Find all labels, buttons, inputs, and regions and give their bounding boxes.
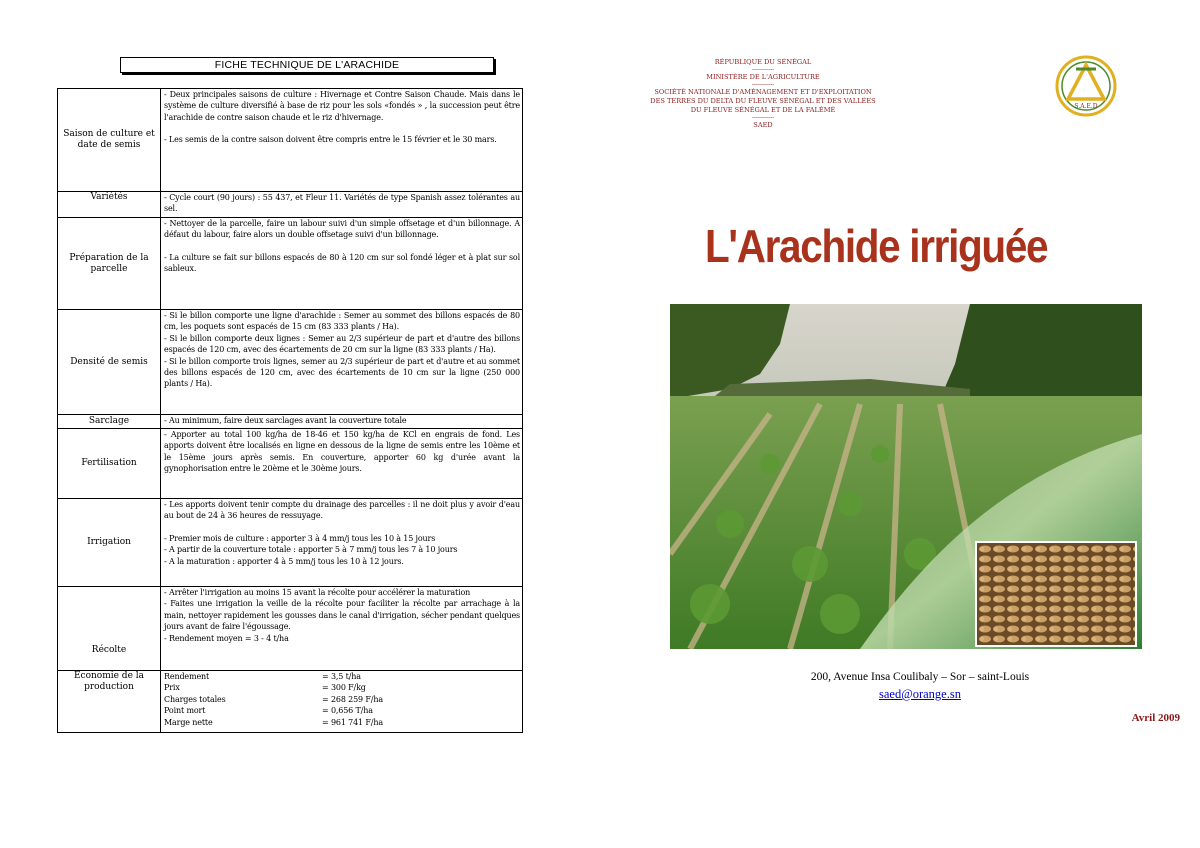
email-link[interactable]: saed@orange.sn: [879, 687, 961, 701]
row-line: - A partir de la couverture totale : apporter 5 à 7 mm/j tous les 7 à 10 jours: [164, 545, 458, 555]
row-label: Economie de la production: [58, 671, 161, 733]
separator: -----------: [751, 66, 775, 73]
row-line: - Premier mois de culture : apporter 3 à 4 mm/j tous les 10 à 15 jours: [164, 533, 436, 543]
field-image: [670, 304, 1142, 649]
peanut-field-photo: [670, 304, 1142, 649]
table-row: [58, 218, 523, 310]
row-label: Densité de semis: [58, 310, 161, 415]
row-line: - Les apports doivent tenir compte du drainage des parcelles : il ne doit plus y avoir d'eau au bout de 24 à 36 heures de ressuyage.: [164, 500, 520, 521]
row-label: Irrigation: [58, 499, 161, 587]
economy-content: [161, 671, 523, 733]
row-label: Saison de culture et date de semis: [58, 89, 161, 192]
table-row: [58, 192, 523, 218]
separator: -----------: [751, 114, 775, 121]
row-label: Fertilisation: [58, 429, 161, 499]
economy-item: Point mort = 0,656 T/ha: [164, 706, 373, 716]
row-line: - Les semis de la contre saison doivent être compris entre le 15 février et le 30 mars.: [164, 135, 497, 145]
row-line: - Si le billon comporte une ligne d'arachide : Semer au sommet des billons espacés de 80 cm, les poquets sont espacés de 15 cm (83 333 plants / Ha).: [164, 311, 520, 332]
separator: -----------: [751, 81, 775, 88]
row-line: - Nettoyer de la parcelle, faire un labour suivi d'un simple offsetage et d'un billonnage. A défaut du labour, faire alors un double offsetage suivi d'un billonnage.: [164, 219, 520, 240]
technical-sheet-table: [57, 88, 523, 733]
row-line: - Cycle court (90 jours) : 55 437, et Fleur 11. Variétés de type Spanish assez tolérantes au sel.: [164, 193, 520, 214]
row-line: - Rendement moyen = 3 - 4 t/ha: [164, 633, 289, 643]
row-line: - A la maturation : apporter 4 à 5 mm/j tous les 10 à 12 jours.: [164, 556, 404, 566]
row-line: - Au minimum, faire deux sarclages avant la couverture totale: [164, 416, 407, 425]
saed-logo-icon: [1054, 55, 1118, 117]
institution-header: [650, 58, 876, 130]
row-content: [161, 192, 523, 218]
row-line: - Arrêter l'irrigation au moins 15 avant la récolte pour accélérer la maturation: [164, 588, 471, 597]
row-line: - La culture se fait sur billons espacés de 80 à 120 cm sur sol fondé léger et à plat sur sol sableux.: [164, 252, 520, 274]
row-content: [161, 415, 523, 429]
table-row: [58, 671, 523, 733]
row-content: [161, 429, 523, 499]
row-label: Variétés: [58, 192, 161, 218]
row-content: [161, 89, 523, 192]
economy-item: Charges totales = 268 259 F/ha: [164, 694, 383, 704]
republic-line: RÉPUBLIQUE DU SÉNÉGAL: [714, 58, 812, 66]
row-label: Sarclage: [58, 415, 161, 429]
logo-text: S.A.E.D: [1074, 103, 1098, 110]
sheet-title: FICHE TECHNIQUE DE L'ARACHIDE: [120, 57, 494, 73]
table-row: [58, 415, 523, 429]
acronym-line: SAED: [753, 121, 773, 129]
row-content: [161, 499, 523, 587]
row-line: - Apporter au total 100 kg/ha de 18-46 et 150 kg/ha de KCl en engrais de fond. Les apports doivent être localisés en ligne en dessous de la ligne de semis entre les 10ème et le 15ème jours après semis. En couverture, apporter 60 kg d'urée avant la gynophorisation entre le 20ème et le 30ème jours.: [164, 430, 520, 474]
row-line: - Si le billon comporte trois lignes, semer au 2/3 supérieur de part et d'autre et au sommet des billons espacés de 120 cm, avec des écartements de 10 cm sur la ligne (250 000 plants / Ha).: [164, 356, 520, 389]
cover-title: L'Arachide irriguée: [705, 220, 1048, 272]
saed-logo: [1054, 55, 1118, 117]
economy-item: Rendement = 3,5 t/ha: [164, 672, 361, 681]
table-row: [58, 499, 523, 587]
economy-item: Prix = 300 F/kg: [164, 683, 366, 693]
row-line: - Faites une irrigation la veille de la récolte pour faciliter la récolte par arrachage à la main, nettoyer rapidement les gousses dans le canal d'irrigation, sécher pendant quelques jours avant de faire l'égoussage.: [164, 599, 520, 632]
row-label: Préparation de la parcelle: [58, 218, 161, 310]
table-row: [58, 310, 523, 415]
table-row: [58, 89, 523, 192]
row-line: - Deux principales saisons de culture : Hivernage et Contre Saison Chaude. Mais dans le système de culture diversifié à base de riz pour les sols «fondés » , la succession peut être l'arachide de contre saison chaude et le riz d'hivernage.: [164, 90, 520, 122]
table-row: [58, 587, 523, 671]
ministry-line: MINISTÈRE DE L'AGRICULTURE: [706, 73, 820, 81]
publication-date: Avril 2009: [1131, 712, 1180, 724]
row-label: Récolte: [58, 587, 161, 671]
society-line: SOCIÉTÉ NATIONALE D'AMÉNAGEMENT ET D'EXPLOITATION DES TERRES DU DELTA DU FLEUVE SÉNÉGAL ET DES VALLÉES DU FLEUVE SÉNÉGAL ET DE LA FALÉMÉ: [650, 88, 876, 114]
address: 200, Avenue Insa Coulibaly – Sor – saint-Louis: [810, 671, 1030, 683]
table-row: [58, 429, 523, 499]
row-content: [161, 310, 523, 415]
row-content: [161, 587, 523, 671]
economy-item: Marge nette = 961 741 F/ha: [164, 717, 383, 727]
row-line: - Si le billon comporte deux lignes : Semer au 2/3 supérieur de part et d'autre des billons espacés de 120 cm, avec des écartements de 20 cm sur la ligne (83 333 plants / Ha).: [164, 333, 520, 355]
row-content: [161, 218, 523, 310]
